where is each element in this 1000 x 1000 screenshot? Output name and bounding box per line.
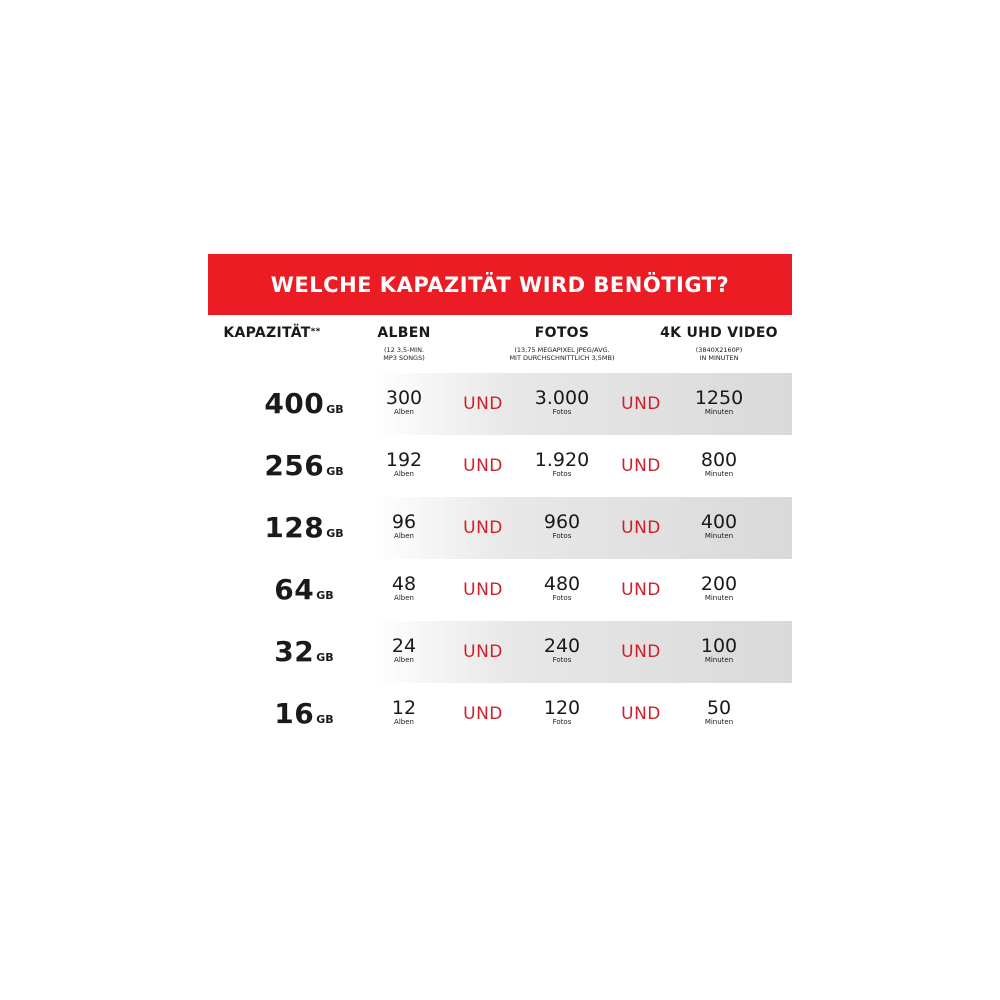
video-label: Minuten [704, 470, 734, 478]
albums-label: Alben [394, 408, 414, 416]
capacity-unit: GB [316, 589, 334, 602]
capacity-unit: GB [326, 403, 344, 416]
photos-value: 240 [543, 635, 581, 657]
photos-label: Fotos [552, 532, 572, 540]
video-cell [673, 636, 765, 665]
video-cell [673, 512, 765, 541]
connector-label: UND [463, 518, 503, 538]
albums-cell [358, 512, 450, 541]
photos-cell [516, 636, 608, 665]
photos-label: Fotos [552, 470, 572, 478]
header-photos-title: FOTOS [534, 325, 590, 341]
capacity-value: 16 [274, 697, 315, 730]
connector-label: UND [463, 642, 503, 662]
albums-value: 192 [385, 449, 423, 471]
photos-cell [516, 388, 608, 417]
header-capacity [208, 325, 336, 341]
table-row [208, 621, 792, 683]
photos-value: 480 [543, 573, 581, 595]
capacity-table [208, 254, 792, 745]
header-video-sub2: IN MINUTEN [699, 354, 739, 362]
capacity-value: 128 [264, 511, 325, 544]
photos-label: Fotos [552, 594, 572, 602]
capacity-value: 256 [264, 449, 325, 482]
albums-label: Alben [394, 656, 414, 664]
albums-label: Alben [394, 594, 414, 602]
capacity-value: 64 [274, 573, 315, 606]
albums-value: 12 [391, 697, 417, 719]
connector-label: UND [621, 518, 661, 538]
video-value: 200 [700, 573, 738, 595]
capacity-unit: GB [316, 651, 334, 664]
video-value: 400 [700, 511, 738, 533]
header-row [208, 315, 792, 373]
connector-label: UND [621, 704, 661, 724]
connector-label: UND [463, 580, 503, 600]
albums-value: 96 [391, 511, 417, 533]
video-label: Minuten [704, 594, 734, 602]
albums-label: Alben [394, 532, 414, 540]
video-cell [673, 574, 765, 603]
banner-title: WELCHE KAPAZITÄT WIRD BENÖTIGT? [208, 254, 792, 315]
capacity-value: 32 [274, 635, 315, 668]
photos-label: Fotos [552, 656, 572, 664]
header-albums-sub1: (12 3,5-MIN. [383, 346, 424, 354]
video-label: Minuten [704, 408, 734, 416]
video-cell [673, 698, 765, 727]
albums-cell [358, 388, 450, 417]
albums-value: 300 [385, 387, 423, 409]
photos-cell [516, 450, 608, 479]
video-value: 1250 [694, 387, 744, 409]
table-body [208, 373, 792, 745]
header-capacity-mark: ** [310, 327, 321, 337]
photos-cell [516, 698, 608, 727]
table-row [208, 497, 792, 559]
header-photos-sub2: MIT DURCHSCHNITTLICH 3,5MB) [509, 354, 615, 362]
albums-cell [358, 636, 450, 665]
header-albums-title: ALBEN [377, 325, 431, 341]
video-label: Minuten [704, 656, 734, 664]
photos-value: 120 [543, 697, 581, 719]
photos-label: Fotos [552, 718, 572, 726]
albums-value: 48 [391, 573, 417, 595]
photos-cell [516, 512, 608, 541]
connector-label: UND [463, 456, 503, 476]
video-cell [673, 388, 765, 417]
video-label: Minuten [704, 718, 734, 726]
header-photos [476, 325, 648, 362]
albums-cell [358, 450, 450, 479]
table-row [208, 373, 792, 435]
photos-cell [516, 574, 608, 603]
connector-label: UND [621, 394, 661, 414]
albums-value: 24 [391, 635, 417, 657]
connector-label: UND [621, 642, 661, 662]
albums-cell [358, 698, 450, 727]
photos-value: 3.000 [534, 387, 590, 409]
photos-value: 960 [543, 511, 581, 533]
video-value: 100 [700, 635, 738, 657]
header-albums-sub2: MP3 SONGS) [383, 354, 425, 362]
connector-label: UND [621, 456, 661, 476]
capacity-unit: GB [326, 465, 344, 478]
header-video-sub1: (3840X2160P) [695, 346, 743, 354]
connector-label: UND [463, 394, 503, 414]
video-value: 800 [700, 449, 738, 471]
header-albums [358, 325, 450, 362]
capacity-unit: GB [326, 527, 344, 540]
albums-cell [358, 574, 450, 603]
capacity-unit: GB [316, 713, 334, 726]
connector-label: UND [463, 704, 503, 724]
table-row [208, 683, 792, 745]
video-value: 50 [706, 697, 732, 719]
albums-label: Alben [394, 718, 414, 726]
albums-label: Alben [394, 470, 414, 478]
capacity-value: 400 [264, 387, 325, 420]
video-cell [673, 450, 765, 479]
header-video-title: 4K UHD VIDEO [660, 325, 778, 341]
table-row [208, 559, 792, 621]
table-row [208, 435, 792, 497]
connector-label: UND [621, 580, 661, 600]
photos-label: Fotos [552, 408, 572, 416]
header-capacity-title: KAPAZITÄT [223, 325, 311, 341]
video-label: Minuten [704, 532, 734, 540]
header-photos-sub1: (13,75 MEGAPIXEL JPEG/AVG. [514, 346, 610, 354]
header-video [651, 325, 787, 362]
photos-value: 1.920 [534, 449, 590, 471]
